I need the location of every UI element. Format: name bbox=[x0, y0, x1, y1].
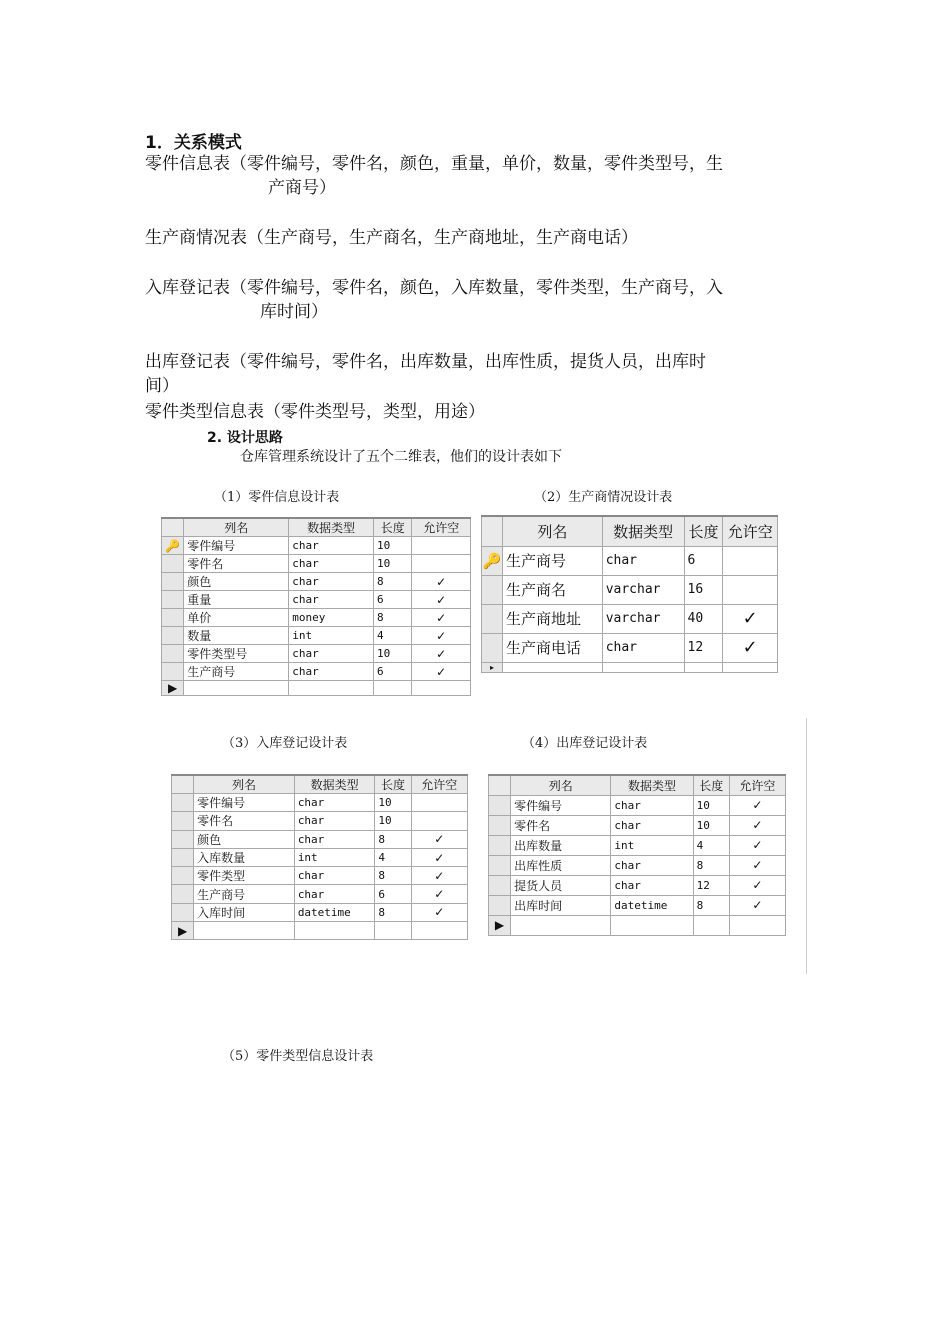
cell-length: 6 bbox=[374, 663, 412, 681]
cell-data-type: int bbox=[289, 627, 374, 645]
row-selector bbox=[482, 575, 503, 604]
cell-allow-null: ✓ bbox=[723, 604, 778, 633]
table-row[interactable] bbox=[172, 885, 468, 903]
row-selector bbox=[482, 633, 503, 662]
design-table-manufacturer bbox=[481, 515, 778, 673]
schema-line-inbound-cont: 库时间） bbox=[260, 302, 328, 322]
cell-column-name: 颜色 bbox=[194, 830, 295, 848]
cell-column-name: 零件类型号 bbox=[184, 645, 289, 663]
row-selector bbox=[162, 627, 184, 645]
cell-data-type: char bbox=[289, 591, 374, 609]
cell-data-type: char bbox=[289, 537, 374, 555]
cell-data-type: varchar bbox=[602, 604, 684, 633]
cell-data-type: money bbox=[289, 609, 374, 627]
row-selector bbox=[162, 591, 184, 609]
cell-data-type: char bbox=[611, 795, 693, 815]
cell-column-name: 零件名 bbox=[184, 555, 289, 573]
cell-allow-null: ✓ bbox=[412, 627, 471, 645]
row-selector bbox=[172, 885, 194, 903]
row-selector bbox=[172, 867, 194, 885]
cell-allow-null: ✓ bbox=[411, 867, 467, 885]
header-column-name: 列名 bbox=[194, 775, 295, 794]
cell-length: 12 bbox=[693, 875, 729, 895]
cell-allow-null bbox=[723, 575, 778, 604]
cell-column-name: 入库时间 bbox=[194, 903, 295, 921]
cell-data-type: char bbox=[611, 815, 693, 835]
row-selector bbox=[172, 794, 194, 812]
cell-data-type: char bbox=[294, 885, 375, 903]
cell-length: 10 bbox=[693, 795, 729, 815]
table-row[interactable] bbox=[162, 645, 471, 663]
row-pointer-icon: ▶ bbox=[172, 922, 194, 940]
header-length: 长度 bbox=[375, 775, 411, 794]
design-intro: 仓库管理系统设计了五个二维表，他们的设计表如下 bbox=[240, 449, 562, 465]
table-row[interactable] bbox=[482, 633, 778, 662]
row-selector bbox=[489, 795, 511, 815]
table-row[interactable] bbox=[482, 546, 778, 575]
cell-length: 8 bbox=[375, 903, 411, 921]
table-row[interactable] bbox=[482, 604, 778, 633]
cell-data-type: char bbox=[294, 830, 375, 848]
schema-line-manufacturer: 生产商情况表（生产商号，生产商名，生产商地址，生产商电话） bbox=[145, 228, 638, 248]
cell-length: 6 bbox=[684, 546, 723, 575]
cell-column-name: 生产商名 bbox=[502, 575, 602, 604]
header-length: 长度 bbox=[693, 775, 729, 795]
schema-line-outbound-cont: 间） bbox=[145, 376, 179, 396]
cell-length: 4 bbox=[375, 848, 411, 866]
cell-data-type: int bbox=[611, 835, 693, 855]
cell-length: 10 bbox=[693, 815, 729, 835]
cell-length: 10 bbox=[375, 812, 411, 830]
cell-allow-null: ✓ bbox=[729, 875, 785, 895]
cell-allow-null: ✓ bbox=[729, 815, 785, 835]
cell-length: 8 bbox=[693, 855, 729, 875]
table-row[interactable] bbox=[162, 573, 471, 591]
cell-length: 10 bbox=[375, 794, 411, 812]
caption-table-4: （4）出库登记设计表 bbox=[522, 736, 648, 751]
cell-column-name: 零件类型 bbox=[194, 867, 295, 885]
cell-data-type: char bbox=[602, 546, 684, 575]
row-selector bbox=[162, 663, 184, 681]
table-row[interactable] bbox=[489, 855, 786, 875]
table-row[interactable] bbox=[162, 591, 471, 609]
cell-length: 16 bbox=[684, 575, 723, 604]
cell-column-name: 零件名 bbox=[511, 815, 611, 835]
cell-length: 10 bbox=[374, 537, 412, 555]
table-row[interactable] bbox=[489, 815, 786, 835]
cell-allow-null: ✓ bbox=[723, 633, 778, 662]
cell-data-type: char bbox=[611, 855, 693, 875]
design-table-inbound bbox=[171, 774, 468, 940]
table-row[interactable] bbox=[162, 537, 471, 555]
schema-line-part-type: 零件类型信息表（零件类型号，类型，用途） bbox=[145, 402, 485, 422]
schema-line-inbound: 入库登记表（零件编号，零件名，颜色，入库数量，零件类型，生产商号，入 bbox=[145, 278, 723, 298]
cell-length: 10 bbox=[374, 645, 412, 663]
cell-allow-null bbox=[412, 537, 471, 555]
caption-table-3: （3）入库登记设计表 bbox=[222, 736, 348, 751]
table-row[interactable] bbox=[482, 575, 778, 604]
row-pointer-icon: ▶ bbox=[162, 681, 184, 696]
cell-column-name: 颜色 bbox=[184, 573, 289, 591]
header-data-type: 数据类型 bbox=[289, 518, 374, 537]
row-selector bbox=[172, 903, 194, 921]
cell-allow-null bbox=[412, 555, 471, 573]
cell-allow-null: ✓ bbox=[411, 903, 467, 921]
cell-column-name: 单价 bbox=[184, 609, 289, 627]
schema-line-parts: 零件信息表（零件编号，零件名，颜色，重量，单价，数量，零件类型号，生 bbox=[145, 154, 723, 174]
row-selector bbox=[489, 835, 511, 855]
table-row[interactable] bbox=[162, 627, 471, 645]
cell-data-type: char bbox=[289, 663, 374, 681]
key-icon: 🔑 bbox=[482, 546, 503, 575]
cell-data-type: char bbox=[611, 875, 693, 895]
header-allow-null: 允许空 bbox=[729, 775, 785, 795]
image-edge-divider bbox=[806, 718, 807, 974]
cell-allow-null: ✓ bbox=[412, 609, 471, 627]
caption-table-5: （5）零件类型信息设计表 bbox=[222, 1049, 374, 1064]
cell-length: 8 bbox=[693, 895, 729, 915]
cell-allow-null bbox=[411, 812, 467, 830]
cell-column-name: 零件编号 bbox=[184, 537, 289, 555]
cell-column-name: 生产商地址 bbox=[502, 604, 602, 633]
table-row[interactable] bbox=[172, 830, 468, 848]
key-icon: 🔑 bbox=[162, 537, 184, 555]
cell-length: 4 bbox=[693, 835, 729, 855]
row-selector bbox=[489, 895, 511, 915]
new-row[interactable] bbox=[172, 922, 468, 940]
row-selector bbox=[482, 604, 503, 633]
cell-data-type: char bbox=[294, 867, 375, 885]
schema-line-outbound: 出库登记表（零件编号，零件名，出库数量，出库性质，提货人员，出库时 bbox=[145, 352, 706, 372]
cell-length: 8 bbox=[374, 609, 412, 627]
cell-data-type: char bbox=[289, 573, 374, 591]
new-row[interactable] bbox=[162, 681, 471, 696]
cell-data-type: datetime bbox=[294, 903, 375, 921]
section-heading-design: 2. 设计思路 bbox=[207, 430, 283, 446]
row-pointer-icon: ▸ bbox=[482, 662, 503, 672]
row-selector bbox=[162, 645, 184, 663]
row-selector bbox=[489, 875, 511, 895]
cell-allow-null: ✓ bbox=[411, 885, 467, 903]
table-row[interactable] bbox=[489, 895, 786, 915]
table-row[interactable] bbox=[162, 555, 471, 573]
table-row[interactable] bbox=[489, 795, 786, 815]
cell-length: 8 bbox=[375, 867, 411, 885]
row-selector bbox=[489, 855, 511, 875]
caption-table-1: （1）零件信息设计表 bbox=[214, 490, 340, 505]
cell-column-name: 零件名 bbox=[194, 812, 295, 830]
table-row[interactable] bbox=[489, 875, 786, 895]
cell-data-type: varchar bbox=[602, 575, 684, 604]
cell-column-name: 提货人员 bbox=[511, 875, 611, 895]
cell-allow-null: ✓ bbox=[412, 573, 471, 591]
cell-allow-null bbox=[723, 546, 778, 575]
table-row[interactable] bbox=[172, 794, 468, 812]
new-row[interactable] bbox=[489, 915, 786, 935]
row-pointer-icon: ▶ bbox=[489, 915, 511, 935]
cell-column-name: 生产商电话 bbox=[502, 633, 602, 662]
row-selector bbox=[489, 815, 511, 835]
header-column-name: 列名 bbox=[511, 775, 611, 795]
cell-length: 6 bbox=[375, 885, 411, 903]
table-row[interactable] bbox=[489, 835, 786, 855]
cell-allow-null: ✓ bbox=[729, 855, 785, 875]
table-row[interactable] bbox=[172, 867, 468, 885]
cell-column-name: 重量 bbox=[184, 591, 289, 609]
cell-data-type: int bbox=[294, 848, 375, 866]
cell-column-name: 出库时间 bbox=[511, 895, 611, 915]
cell-data-type: char bbox=[289, 555, 374, 573]
cell-allow-null: ✓ bbox=[411, 848, 467, 866]
cell-column-name: 生产商号 bbox=[184, 663, 289, 681]
row-selector-header bbox=[489, 775, 511, 795]
header-length: 长度 bbox=[374, 518, 412, 537]
row-selector-header bbox=[482, 516, 503, 546]
header-data-type: 数据类型 bbox=[611, 775, 693, 795]
cell-data-type: char bbox=[294, 794, 375, 812]
caption-table-2: （2）生产商情况设计表 bbox=[534, 490, 673, 505]
cell-column-name: 生产商号 bbox=[502, 546, 602, 575]
header-allow-null: 允许空 bbox=[723, 516, 778, 546]
cell-allow-null: ✓ bbox=[729, 895, 785, 915]
table-row[interactable] bbox=[172, 812, 468, 830]
cell-data-type: char bbox=[294, 812, 375, 830]
cell-column-name: 零件编号 bbox=[194, 794, 295, 812]
row-selector bbox=[172, 812, 194, 830]
cell-allow-null: ✓ bbox=[729, 795, 785, 815]
row-selector bbox=[162, 555, 184, 573]
schema-line-parts-cont: 产商号） bbox=[268, 178, 336, 198]
cell-column-name: 数量 bbox=[184, 627, 289, 645]
header-column-name: 列名 bbox=[184, 518, 289, 537]
cell-data-type: char bbox=[289, 645, 374, 663]
cell-allow-null: ✓ bbox=[412, 591, 471, 609]
cell-column-name: 生产商号 bbox=[194, 885, 295, 903]
cell-length: 10 bbox=[374, 555, 412, 573]
cell-length: 8 bbox=[375, 830, 411, 848]
cell-allow-null: ✓ bbox=[412, 645, 471, 663]
cell-allow-null: ✓ bbox=[412, 663, 471, 681]
row-selector bbox=[172, 830, 194, 848]
header-length: 长度 bbox=[684, 516, 723, 546]
cell-length: 8 bbox=[374, 573, 412, 591]
row-selector-header bbox=[162, 518, 184, 537]
cell-allow-null: ✓ bbox=[729, 835, 785, 855]
section-heading-relational-schema: 1．关系模式 bbox=[145, 133, 242, 153]
cell-length: 4 bbox=[374, 627, 412, 645]
cell-length: 40 bbox=[684, 604, 723, 633]
row-selector-header bbox=[172, 775, 194, 794]
design-table-parts bbox=[161, 517, 471, 696]
cell-column-name: 出库性质 bbox=[511, 855, 611, 875]
cell-allow-null bbox=[411, 794, 467, 812]
header-allow-null: 允许空 bbox=[411, 775, 467, 794]
new-row[interactable] bbox=[482, 662, 778, 672]
cell-data-type: datetime bbox=[611, 895, 693, 915]
cell-length: 12 bbox=[684, 633, 723, 662]
row-selector bbox=[162, 573, 184, 591]
cell-column-name: 零件编号 bbox=[511, 795, 611, 815]
cell-column-name: 入库数量 bbox=[194, 848, 295, 866]
table-row[interactable] bbox=[172, 903, 468, 921]
design-table-outbound bbox=[488, 774, 786, 936]
header-allow-null: 允许空 bbox=[412, 518, 471, 537]
cell-allow-null: ✓ bbox=[411, 830, 467, 848]
table-row[interactable] bbox=[162, 609, 471, 627]
cell-column-name: 出库数量 bbox=[511, 835, 611, 855]
header-data-type: 数据类型 bbox=[602, 516, 684, 546]
row-selector bbox=[172, 848, 194, 866]
cell-length: 6 bbox=[374, 591, 412, 609]
header-data-type: 数据类型 bbox=[294, 775, 375, 794]
table-row[interactable] bbox=[172, 848, 468, 866]
cell-data-type: char bbox=[602, 633, 684, 662]
row-selector bbox=[162, 609, 184, 627]
table-row[interactable] bbox=[162, 663, 471, 681]
header-column-name: 列名 bbox=[502, 516, 602, 546]
